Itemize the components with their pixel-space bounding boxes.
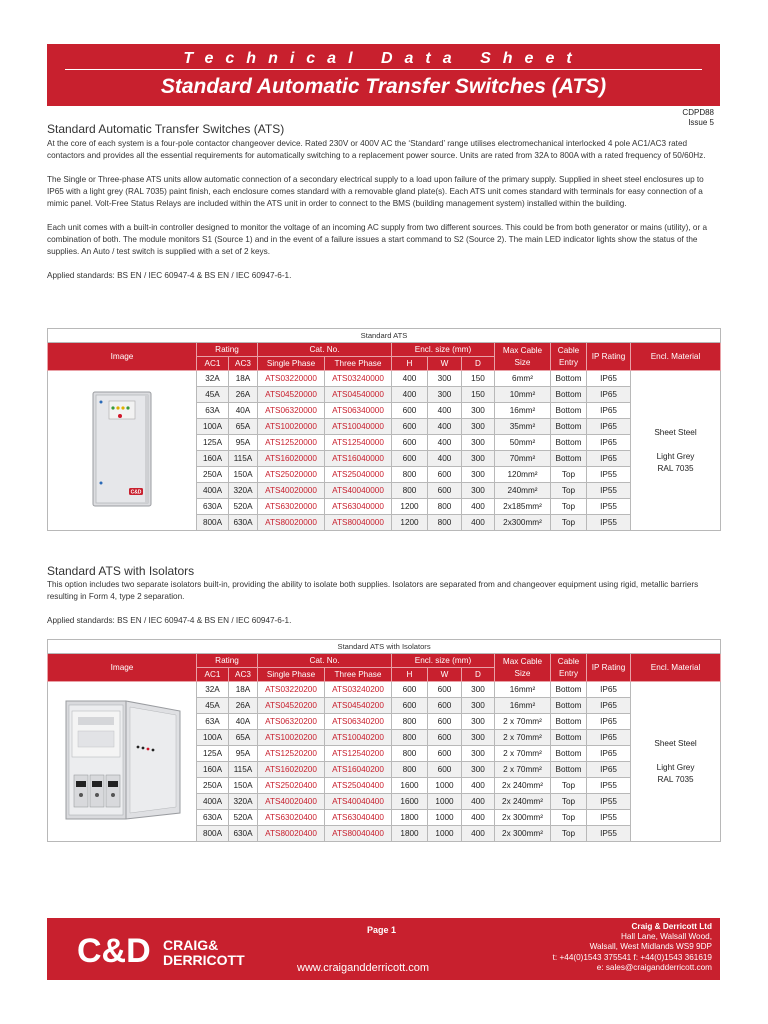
cell-h: 600 (392, 682, 428, 698)
cell-ac3: 150A (229, 467, 258, 483)
cell-max-cable: 240mm² (495, 483, 551, 499)
applied-standards: Applied standards: BS EN / IEC 60947-4 & BS EN / IEC 60947-6-1. (47, 616, 292, 625)
cell-ip: IP55 (587, 778, 631, 794)
cell-h: 600 (392, 403, 428, 419)
applied-standards: Applied standards: BS EN / IEC 60947-4 & BS EN / IEC 60947-6-1. (47, 271, 292, 280)
col-rating: Rating (197, 654, 258, 668)
cell-ip: IP65 (587, 451, 631, 467)
cell-h: 1200 (392, 499, 428, 515)
col-three-phase: Three Phase (325, 668, 392, 682)
cell-ip: IP65 (587, 387, 631, 403)
cell-ac3: 320A (229, 483, 258, 499)
cell-d: 150 (462, 387, 495, 403)
cell-w: 600 (428, 467, 462, 483)
cell-ac1: 63A (197, 714, 229, 730)
cell-catno-three: ATS16040000 (325, 451, 392, 467)
material-ral: RAL 7035 (657, 774, 694, 784)
table-caption: Standard ATS with Isolators (48, 640, 721, 654)
cell-d: 300 (462, 451, 495, 467)
cell-w: 600 (428, 483, 462, 499)
col-max-cable: Max Cable Size (495, 654, 551, 682)
cell-catno-three: ATS04540000 (325, 387, 392, 403)
paragraph: This option includes two separate isolators built-in, providing the ability to isolate both supplies. Isolators are separated from and changeover equipment using rigid, metallic barriers resulting in Form 4, type 2 separation. (47, 580, 699, 601)
cell-catno-three: ATS63040400 (325, 810, 392, 826)
cell-max-cable: 70mm² (495, 451, 551, 467)
logo-brand-line2: DERRICOTT (163, 952, 245, 968)
cell-catno-three: ATS16040200 (325, 762, 392, 778)
col-image: Image (48, 654, 197, 682)
paragraph: At the core of each system is a four-pole contactor changeover device. Rated 230V or 400V AC the ‘Standard’ range utilises electromechanical interlocked 4 pole AC1/AC3 rated contactors and provides all the essential requirements for automatically switching to a replacement power source. Units are rated from 32A to 800A with a rated frequency of 50/60Hz. (47, 139, 706, 160)
cell-ac3: 630A (229, 826, 258, 842)
col-ip-rating: IP Rating (587, 654, 631, 682)
cell-d: 300 (462, 419, 495, 435)
cell-w: 1000 (428, 826, 462, 842)
col-single-phase: Single Phase (258, 668, 325, 682)
cell-h: 400 (392, 387, 428, 403)
col-h: H (392, 357, 428, 371)
ats-isolators-table-wrap (47, 639, 720, 842)
table-caption: Standard ATS (48, 329, 721, 343)
cell-catno-single: ATS06320000 (258, 403, 325, 419)
cell-catno-single: ATS63020400 (258, 810, 325, 826)
cell-ip: IP55 (587, 794, 631, 810)
cell-w: 300 (428, 371, 462, 387)
cell-max-cable: 2x185mm² (495, 499, 551, 515)
cell-ac3: 26A (229, 387, 258, 403)
cell-ac1: 45A (197, 387, 229, 403)
cell-catno-single: ATS80020000 (258, 515, 325, 531)
footer-banner (47, 918, 720, 980)
cell-ac1: 630A (197, 499, 229, 515)
cell-catno-single: ATS12520200 (258, 746, 325, 762)
cell-ip: IP55 (587, 515, 631, 531)
ats-isolators-table (47, 639, 721, 842)
section1-body (47, 138, 722, 282)
cell-cable-entry: Bottom (551, 730, 587, 746)
col-catno: Cat. No. (258, 654, 392, 668)
cell-max-cable: 2 x 70mm² (495, 714, 551, 730)
cell-ac3: 95A (229, 435, 258, 451)
cell-catno-three: ATS80040400 (325, 826, 392, 842)
cell-max-cable: 35mm² (495, 419, 551, 435)
cell-catno-single: ATS12520000 (258, 435, 325, 451)
col-ac3: AC3 (229, 357, 258, 371)
cell-cable-entry: Bottom (551, 387, 587, 403)
cell-h: 800 (392, 746, 428, 762)
doc-type-title: Technical Data Sheet (183, 50, 584, 67)
cell-d: 300 (462, 746, 495, 762)
cell-w: 1000 (428, 778, 462, 794)
cell-ip: IP65 (587, 419, 631, 435)
cell-cable-entry: Bottom (551, 435, 587, 451)
table-row (48, 371, 721, 387)
cell-ip: IP55 (587, 483, 631, 499)
cell-ip: IP55 (587, 467, 631, 483)
cell-ac3: 40A (229, 714, 258, 730)
cell-max-cable: 16mm² (495, 698, 551, 714)
cell-ac1: 125A (197, 435, 229, 451)
cell-d: 300 (462, 698, 495, 714)
cell-catno-single: ATS16020000 (258, 451, 325, 467)
cell-w: 400 (428, 403, 462, 419)
cell-ac1: 400A (197, 483, 229, 499)
encl-material-cell (631, 371, 721, 531)
cell-w: 600 (428, 714, 462, 730)
col-w: W (428, 357, 462, 371)
company-name: Craig & Derricott Ltd (631, 922, 712, 931)
cell-d: 300 (462, 435, 495, 451)
standard-ats-rows (48, 371, 721, 531)
cell-cable-entry: Bottom (551, 746, 587, 762)
cell-cable-entry: Top (551, 467, 587, 483)
doc-reference (600, 108, 714, 128)
cell-catno-single: ATS40020000 (258, 483, 325, 499)
logo-brand-line1: CRAIG& (163, 937, 219, 953)
website-link[interactable]: www.craigandderricott.com (297, 962, 430, 974)
paragraph: Each unit comes with a built-in controller designed to monitor the voltage of an incoming AC supply from two different sources. This could be from both generator or mains (utility), or a combination of both. The module monitors S1 (Source 1) and in the event of a failure issues a start command to S2 (Source 2). The main LED indicator lights show the status of the supplies. An Auto / test switch is supplied with a set of 2 keys. (47, 223, 708, 256)
col-rating: Rating (197, 343, 258, 357)
cell-w: 800 (428, 499, 462, 515)
cell-catno-three: ATS63040000 (325, 499, 392, 515)
col-encl-size: Encl. size (mm) (392, 343, 495, 357)
cell-h: 600 (392, 419, 428, 435)
table-row (48, 682, 721, 698)
cell-ip: IP65 (587, 714, 631, 730)
svg-text:C&D: C&D (130, 489, 142, 496)
cell-h: 1200 (392, 515, 428, 531)
cell-cable-entry: Bottom (551, 714, 587, 730)
cell-max-cable: 2 x 70mm² (495, 746, 551, 762)
cell-cable-entry: Bottom (551, 698, 587, 714)
ats-enclosure-image (48, 371, 197, 531)
cell-h: 1600 (392, 794, 428, 810)
cell-w: 600 (428, 698, 462, 714)
cell-max-cable: 6mm² (495, 371, 551, 387)
cell-max-cable: 2x 300mm² (495, 826, 551, 842)
cell-w: 1000 (428, 794, 462, 810)
title-banner (47, 44, 720, 106)
doc-issue: Issue 5 (688, 118, 714, 127)
cell-d: 300 (462, 682, 495, 698)
email-link[interactable]: e: sales@craigandderricott.com (596, 962, 712, 972)
cell-ac3: 520A (229, 810, 258, 826)
cell-h: 800 (392, 483, 428, 499)
cell-ip: IP65 (587, 371, 631, 387)
col-catno: Cat. No. (258, 343, 392, 357)
cell-d: 400 (462, 499, 495, 515)
cell-ac1: 45A (197, 698, 229, 714)
cell-h: 800 (392, 714, 428, 730)
cell-ac1: 100A (197, 419, 229, 435)
cell-ac1: 400A (197, 794, 229, 810)
cell-d: 300 (462, 467, 495, 483)
page-number: Page 1 (367, 925, 397, 935)
ats-isolator-cabinet-illustration (52, 691, 192, 831)
cell-ac3: 520A (229, 499, 258, 515)
cell-max-cable: 2x 300mm² (495, 810, 551, 826)
cell-catno-single: ATS04520000 (258, 387, 325, 403)
cell-max-cable: 120mm² (495, 467, 551, 483)
cell-catno-three: ATS80040000 (325, 515, 392, 531)
cell-w: 600 (428, 746, 462, 762)
page-title: Standard Automatic Transfer Switches (ATS) (160, 75, 607, 98)
cell-cable-entry: Bottom (551, 762, 587, 778)
cell-ac3: 95A (229, 746, 258, 762)
material-colour: Light Grey (656, 451, 695, 461)
cell-w: 300 (428, 387, 462, 403)
cell-ac1: 630A (197, 810, 229, 826)
cell-cable-entry: Top (551, 499, 587, 515)
material-steel: Sheet Steel (654, 427, 697, 437)
cell-w: 800 (428, 515, 462, 531)
cell-d: 150 (462, 371, 495, 387)
cell-cable-entry: Top (551, 826, 587, 842)
cell-cable-entry: Top (551, 810, 587, 826)
cell-w: 400 (428, 451, 462, 467)
section-title-standard-ats: Standard Automatic Transfer Switches (ATS) (47, 122, 285, 136)
cell-max-cable: 2x300mm² (495, 515, 551, 531)
cell-ac3: 320A (229, 794, 258, 810)
section-title-ats-isolators: Standard ATS with Isolators (47, 564, 195, 578)
cell-ip: IP55 (587, 826, 631, 842)
cell-ac1: 250A (197, 778, 229, 794)
cell-ip: IP55 (587, 810, 631, 826)
cell-ip: IP65 (587, 730, 631, 746)
ats-isolators-image (48, 682, 197, 842)
cell-cable-entry: Bottom (551, 371, 587, 387)
cell-cable-entry: Top (551, 778, 587, 794)
cell-w: 600 (428, 762, 462, 778)
cell-cable-entry: Bottom (551, 451, 587, 467)
col-ac3: AC3 (229, 668, 258, 682)
cell-catno-three: ATS25040400 (325, 778, 392, 794)
cell-h: 800 (392, 467, 428, 483)
cell-ac3: 26A (229, 698, 258, 714)
col-max-cable: Max Cable Size (495, 343, 551, 371)
cell-h: 1600 (392, 778, 428, 794)
cell-catno-single: ATS06320200 (258, 714, 325, 730)
col-encl-material: Encl. Material (631, 343, 721, 371)
cell-d: 300 (462, 403, 495, 419)
cell-ip: IP65 (587, 435, 631, 451)
cell-ac3: 18A (229, 682, 258, 698)
cell-cable-entry: Top (551, 515, 587, 531)
paragraph: The Single or Three-phase ATS units allow automatic connection of a secondary electrical supply to a load upon failure of the primary supply. Supplied in sheet steel enclosures up to IP65 with a light grey (RAL 7035) paint finish, each enclosure comes standard with a removable gland plate(s). Each ATS unit comes standard with terminals for easy connection of a mimic panel. Volt-Free Status Relays are included within the ATS unit in order to connect to the BMS (building management system) installed within the building. (47, 175, 704, 208)
cell-ac1: 100A (197, 730, 229, 746)
cell-d: 400 (462, 810, 495, 826)
cell-catno-three: ATS03240000 (325, 371, 392, 387)
cell-ip: IP65 (587, 698, 631, 714)
standard-ats-table (47, 328, 721, 531)
encl-material-cell (631, 682, 721, 842)
cell-catno-three: ATS10040200 (325, 730, 392, 746)
cell-ac1: 63A (197, 403, 229, 419)
col-encl-material: Encl. Material (631, 654, 721, 682)
cell-ac1: 250A (197, 467, 229, 483)
cell-cable-entry: Bottom (551, 682, 587, 698)
col-w: W (428, 668, 462, 682)
cell-h: 1800 (392, 810, 428, 826)
cell-h: 600 (392, 451, 428, 467)
material-colour: Light Grey (656, 762, 695, 772)
ats-isolators-rows (48, 682, 721, 842)
company-address (553, 922, 712, 973)
cell-catno-three: ATS03240200 (325, 682, 392, 698)
cell-d: 400 (462, 794, 495, 810)
cell-catno-three: ATS40040400 (325, 794, 392, 810)
address-line: Hall Lane, Walsall Wood, (620, 932, 712, 942)
standard-ats-table-wrap (47, 328, 720, 531)
cell-ac1: 32A (197, 371, 229, 387)
cell-max-cable: 2x 240mm² (495, 778, 551, 794)
cell-catno-three: ATS12540000 (325, 435, 392, 451)
col-ip-rating: IP Rating (587, 343, 631, 371)
cell-ac1: 160A (197, 451, 229, 467)
cell-max-cable: 16mm² (495, 682, 551, 698)
cell-ac3: 115A (229, 451, 258, 467)
cell-cable-entry: Top (551, 794, 587, 810)
phone-fax: t: +44(0)1543 375541 f: +44(0)1543 361619 (552, 952, 712, 962)
cell-catno-single: ATS25020400 (258, 778, 325, 794)
cell-max-cable: 2 x 70mm² (495, 762, 551, 778)
cell-h: 600 (392, 435, 428, 451)
cell-ac1: 125A (197, 746, 229, 762)
cell-ac3: 115A (229, 762, 258, 778)
cell-catno-single: ATS80020400 (258, 826, 325, 842)
cell-ac1: 160A (197, 762, 229, 778)
cell-ip: IP65 (587, 682, 631, 698)
col-single-phase: Single Phase (258, 357, 325, 371)
col-h: H (392, 668, 428, 682)
craig-derricott-logo (77, 931, 267, 971)
cell-catno-single: ATS10020000 (258, 419, 325, 435)
ats-cabinet-illustration (87, 389, 157, 511)
cell-ac3: 65A (229, 730, 258, 746)
cell-ac3: 65A (229, 419, 258, 435)
cell-ip: IP65 (587, 746, 631, 762)
title-divider (65, 69, 702, 70)
cell-ac3: 630A (229, 515, 258, 531)
cell-max-cable: 2x 240mm² (495, 794, 551, 810)
cell-d: 300 (462, 483, 495, 499)
cell-h: 800 (392, 762, 428, 778)
cell-ac3: 40A (229, 403, 258, 419)
material-ral: RAL 7035 (657, 463, 694, 473)
doc-code: CDPD88 (682, 108, 714, 117)
col-cable-entry: Cable Entry (551, 343, 587, 371)
col-ac1: AC1 (197, 668, 229, 682)
col-encl-size: Encl. size (mm) (392, 654, 495, 668)
cell-max-cable: 16mm² (495, 403, 551, 419)
cell-ip: IP65 (587, 762, 631, 778)
cell-ip: IP65 (587, 403, 631, 419)
cell-ac3: 150A (229, 778, 258, 794)
cell-d: 300 (462, 714, 495, 730)
cell-d: 400 (462, 515, 495, 531)
col-d: D (462, 357, 495, 371)
cell-catno-single: ATS40020400 (258, 794, 325, 810)
company-logo (77, 931, 267, 976)
cell-cable-entry: Top (551, 483, 587, 499)
cell-d: 300 (462, 730, 495, 746)
cell-h: 1800 (392, 826, 428, 842)
cell-catno-three: ATS12540200 (325, 746, 392, 762)
col-image: Image (48, 343, 197, 371)
cell-w: 400 (428, 419, 462, 435)
cell-catno-three: ATS25040000 (325, 467, 392, 483)
cell-ac3: 18A (229, 371, 258, 387)
address-line: Walsall, West Midlands WS9 9DP (589, 942, 712, 952)
cell-catno-single: ATS25020000 (258, 467, 325, 483)
cell-ac1: 800A (197, 515, 229, 531)
logo-monogram: C&D (77, 932, 151, 970)
cell-ac1: 32A (197, 682, 229, 698)
col-three-phase: Three Phase (325, 357, 392, 371)
cell-max-cable: 2 x 70mm² (495, 730, 551, 746)
cell-catno-single: ATS63020000 (258, 499, 325, 515)
cell-w: 1000 (428, 810, 462, 826)
cell-catno-three: ATS06340000 (325, 403, 392, 419)
col-ac1: AC1 (197, 357, 229, 371)
cell-catno-three: ATS40040000 (325, 483, 392, 499)
cell-d: 300 (462, 762, 495, 778)
cell-ip: IP55 (587, 499, 631, 515)
cell-ac1: 800A (197, 826, 229, 842)
col-cable-entry: Cable Entry (551, 654, 587, 682)
cell-catno-single: ATS10020200 (258, 730, 325, 746)
material-steel: Sheet Steel (654, 738, 697, 748)
cell-max-cable: 10mm² (495, 387, 551, 403)
cell-d: 400 (462, 826, 495, 842)
cell-w: 600 (428, 682, 462, 698)
cell-h: 800 (392, 730, 428, 746)
cell-max-cable: 50mm² (495, 435, 551, 451)
cell-catno-single: ATS03220200 (258, 682, 325, 698)
cell-h: 400 (392, 371, 428, 387)
section2-body (47, 579, 722, 627)
cell-cable-entry: Bottom (551, 403, 587, 419)
cell-catno-three: ATS10040000 (325, 419, 392, 435)
cell-d: 400 (462, 778, 495, 794)
cell-catno-single: ATS04520200 (258, 698, 325, 714)
cell-catno-three: ATS04540200 (325, 698, 392, 714)
cell-h: 600 (392, 698, 428, 714)
cell-cable-entry: Bottom (551, 419, 587, 435)
cell-catno-single: ATS03220000 (258, 371, 325, 387)
cell-w: 600 (428, 730, 462, 746)
col-d: D (462, 668, 495, 682)
cell-catno-single: ATS16020200 (258, 762, 325, 778)
cell-w: 400 (428, 435, 462, 451)
cell-catno-three: ATS06340200 (325, 714, 392, 730)
